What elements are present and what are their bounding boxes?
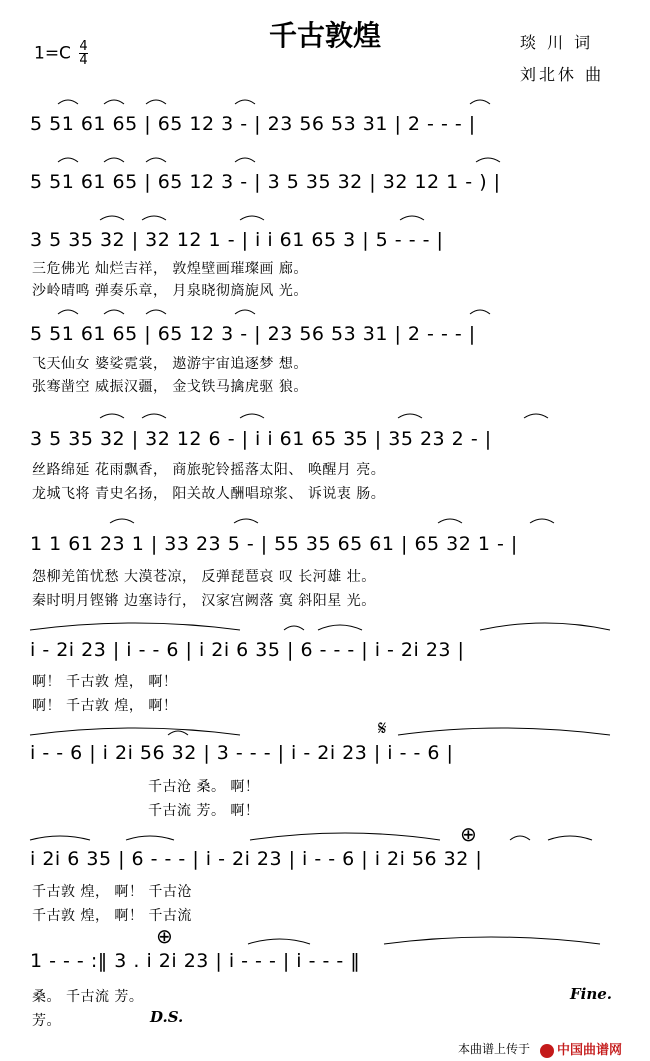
system-10-notes: 1 - - - :‖ 3 . i 2i 23 | i - - - | i - - - ‖ — [30, 950, 361, 972]
system-6-lyric-1: 怨柳羌笛忧愁 大漠苍凉， 反弹琵琶哀 叹 长河雄 壮。 — [32, 569, 376, 585]
coda-symbol-2: ⊕ — [156, 924, 173, 948]
system-8-notes: i - - 6 | i 2i 56 32 | 3 - - - | i - 2i 23 | i - - 6 | — [30, 742, 454, 764]
system-4-lyric-2: 张骞凿空 威振汉疆， 金戈铁马擒虎驱 狼。 — [32, 379, 308, 395]
system-10-lyric-2: 芳。 — [32, 1013, 61, 1029]
key-label: 1=C — [34, 43, 71, 64]
time-bottom: 4 — [79, 53, 88, 68]
time-top: 4 — [79, 39, 88, 54]
coda-symbol-1: ⊕ — [460, 822, 477, 846]
system-10-lyric-1: 桑。 千古流 芳。 — [32, 989, 144, 1005]
system-5-lyric-2: 龙城飞将 青史名扬， 阳关故人酬唱琼浆、 诉说衷 肠。 — [32, 486, 386, 502]
system-4-lyric-1: 飞天仙女 婆娑霓裳， 遨游宇宙追逐梦 想。 — [32, 356, 308, 372]
system-1-notes: 5 51 61 65 | 65 12 3 - | 23 56 53 31 | 2 - - - | — [30, 113, 476, 135]
system-8-lyric-2: 千古流 芳。 啊！ — [148, 803, 260, 819]
system-7-lyric-2: 啊！ 千古敦 煌， 啊！ — [32, 698, 178, 714]
system-7-notes: i - 2i 23 | i - - 6 | i 2i 6 35 | 6 - - - | i - 2i 23 | — [30, 639, 465, 661]
composer-credit: 刘北休 曲 — [520, 65, 605, 84]
system-9-notes: i 2i 6 35 | 6 - - - | i - 2i 23 | i - - 6 | i 2i 56 32 | — [30, 848, 483, 870]
upload-credit: 本曲谱上传于 — [458, 1042, 531, 1056]
system-4-notes: 5 51 61 65 | 65 12 3 - | 23 56 53 31 | 2 - - - | — [30, 323, 476, 345]
ds-mark: D.S. — [150, 1008, 184, 1026]
system-6-notes: 1 1 61 23 1 | 33 23 5 - | 55 35 65 61 | 65 32 1 - | — [30, 533, 518, 555]
site-name: 中国曲谱网 — [557, 1043, 623, 1058]
system-3-lyric-2: 沙岭晴鸣 弹奏乐章， 月泉晓彻旖旎风 光。 — [32, 283, 308, 299]
system-6-lyric-2: 秦时明月铿锵 边塞诗行， 汉家宫阙落 寞 斜阳星 光。 — [32, 593, 376, 609]
segno-symbol: 𝄋 — [378, 716, 387, 740]
system-7-lyric-1: 啊！ 千古敦 煌， 啊！ — [32, 674, 178, 690]
lyricist-credit: 琰 川 词 — [520, 33, 594, 52]
system-3-notes: 3 5 35 32 | 32 12 1 - | i i 61 65 3 | 5 - - - | — [30, 229, 444, 251]
system-9-lyric-1: 千古敦 煌， 啊！ 千古沧 — [32, 884, 192, 900]
system-9-lyric-2: 千古敦 煌， 啊！ 千古流 — [32, 908, 192, 924]
song-title: 千古敦煌 — [268, 19, 381, 52]
system-2-notes: 5 51 61 65 | 65 12 3 - | 3 5 35 32 | 32 12 1 - ) | — [30, 171, 501, 193]
system-3-lyric-1: 三危佛光 灿烂吉祥， 敦煌壁画璀璨画 廊。 — [32, 261, 308, 277]
fine-mark: Fine. — [570, 985, 613, 1003]
system-5-notes: 3 5 35 32 | 32 12 6 - | i i 61 65 35 | 35 23 2 - | — [30, 428, 492, 450]
system-5-lyric-1: 丝路绵延 花雨飘香， 商旅驼铃摇落太阳、 唤醒月 亮。 — [32, 462, 386, 478]
system-8-lyric-1: 千古沧 桑。 啊！ — [148, 779, 260, 795]
